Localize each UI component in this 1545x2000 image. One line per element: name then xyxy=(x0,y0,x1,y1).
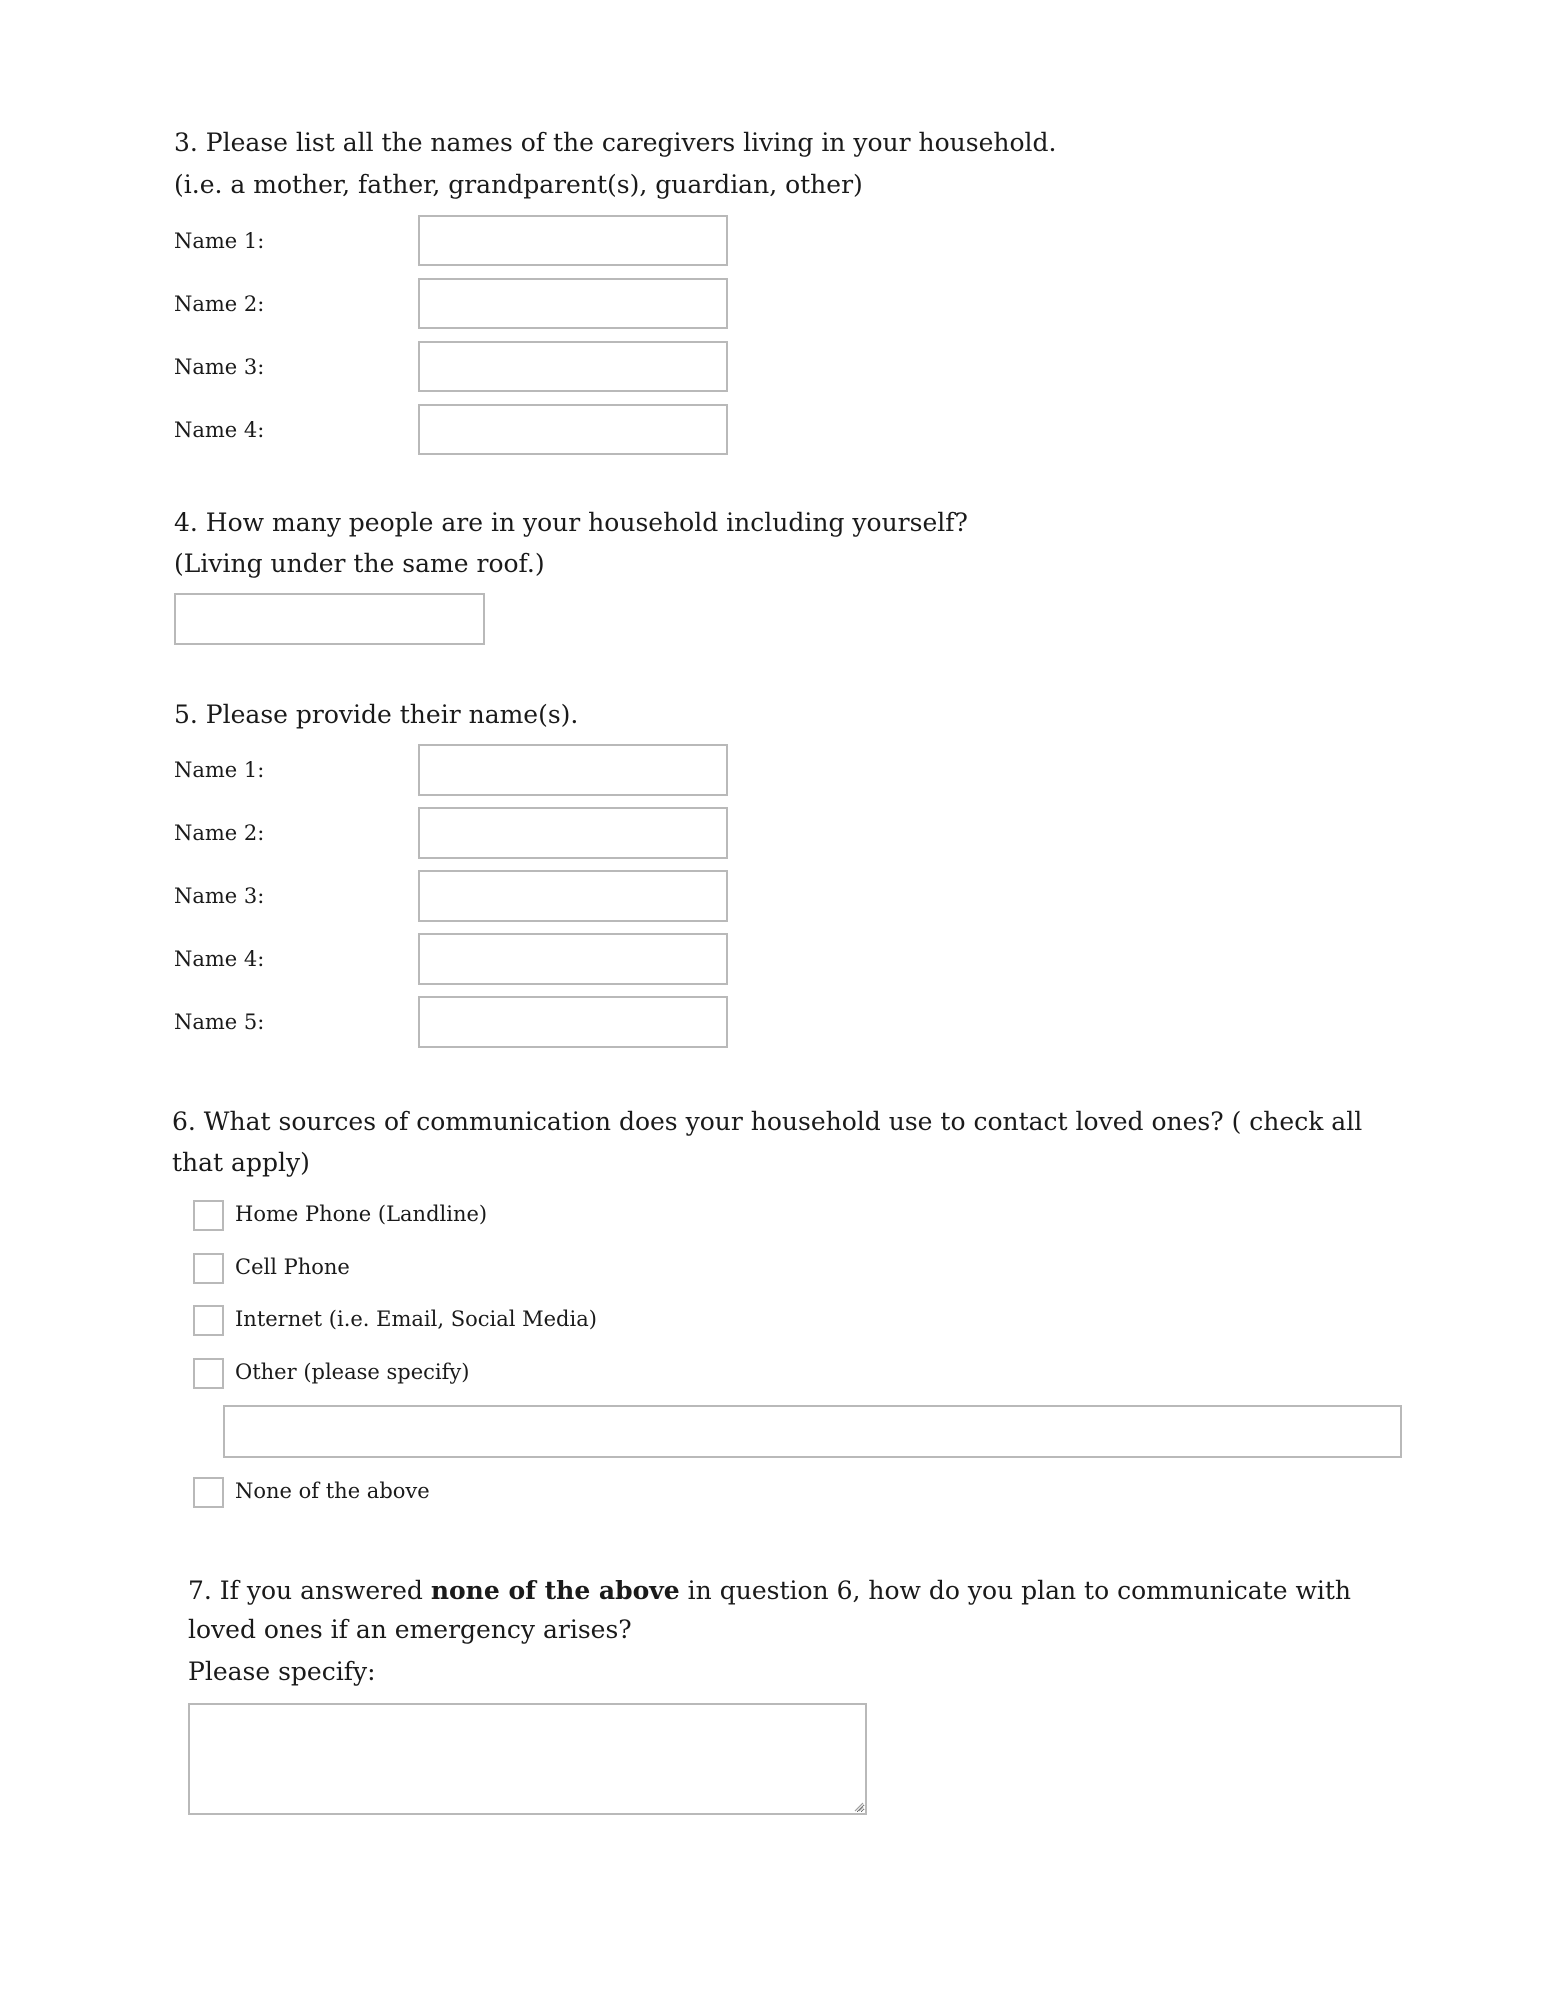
household-count-input[interactable] xyxy=(174,593,485,645)
q4-subtitle: (Living under the same roof.) xyxy=(174,549,545,578)
checkbox-internet[interactable] xyxy=(193,1305,224,1336)
q5-name2-label: Name 2: xyxy=(174,821,265,845)
q5-name3-input[interactable] xyxy=(418,870,728,922)
option-other-label: Other (please specify) xyxy=(235,1360,470,1384)
checkbox-other[interactable] xyxy=(193,1358,224,1389)
q3-name4-input[interactable] xyxy=(418,404,728,455)
q6-title-line2: that apply) xyxy=(172,1148,310,1177)
q7-prompt: Please specify: xyxy=(188,1657,376,1686)
q5-name4-input[interactable] xyxy=(418,933,728,985)
q4-title: 4. How many people are in your household including yourself? xyxy=(174,508,968,537)
q3-title: 3. Please list all the names of the caregivers living in your household. xyxy=(174,128,1057,157)
q3-name1-label: Name 1: xyxy=(174,229,265,253)
checkbox-cell-phone[interactable] xyxy=(193,1253,224,1284)
q7-title-line2: loved ones if an emergency arises? xyxy=(188,1615,632,1644)
q3-subtitle: (i.e. a mother, father, grandparent(s), guardian, other) xyxy=(174,170,863,199)
q7-title-suffix: in question 6, how do you plan to communicate with xyxy=(679,1576,1351,1605)
other-specify-input[interactable] xyxy=(223,1405,1402,1458)
checkbox-none-of-above[interactable] xyxy=(193,1477,224,1508)
q7-title-prefix: 7. If you answered xyxy=(188,1576,431,1605)
q5-name4-label: Name 4: xyxy=(174,947,265,971)
q3-name1-input[interactable] xyxy=(418,215,728,266)
q3-name3-input[interactable] xyxy=(418,341,728,392)
resize-grip-icon[interactable] xyxy=(852,1800,864,1812)
q5-name5-input[interactable] xyxy=(418,996,728,1048)
q3-name2-input[interactable] xyxy=(418,278,728,329)
q5-title: 5. Please provide their name(s). xyxy=(174,700,579,729)
q3-name4-label: Name 4: xyxy=(174,418,265,442)
q5-name1-label: Name 1: xyxy=(174,758,265,782)
q7-title-bold: none of the above xyxy=(430,1576,680,1605)
checkbox-home-phone[interactable] xyxy=(193,1200,224,1231)
q7-title-line1 xyxy=(188,1576,1351,1606)
option-home-phone-label: Home Phone (Landline) xyxy=(235,1202,488,1226)
q5-name3-label: Name 3: xyxy=(174,884,265,908)
q3-name3-label: Name 3: xyxy=(174,355,265,379)
option-cell-phone-label: Cell Phone xyxy=(235,1255,350,1279)
option-none-label: None of the above xyxy=(235,1479,430,1503)
q6-title-line1: 6. What sources of communication does your household use to contact loved ones? ( check all xyxy=(172,1107,1363,1136)
emergency-plan-textarea[interactable] xyxy=(188,1703,867,1815)
q3-name2-label: Name 2: xyxy=(174,292,265,316)
q5-name5-label: Name 5: xyxy=(174,1010,265,1034)
q5-name1-input[interactable] xyxy=(418,744,728,796)
q5-name2-input[interactable] xyxy=(418,807,728,859)
option-internet-label: Internet (i.e. Email, Social Media) xyxy=(235,1307,597,1331)
